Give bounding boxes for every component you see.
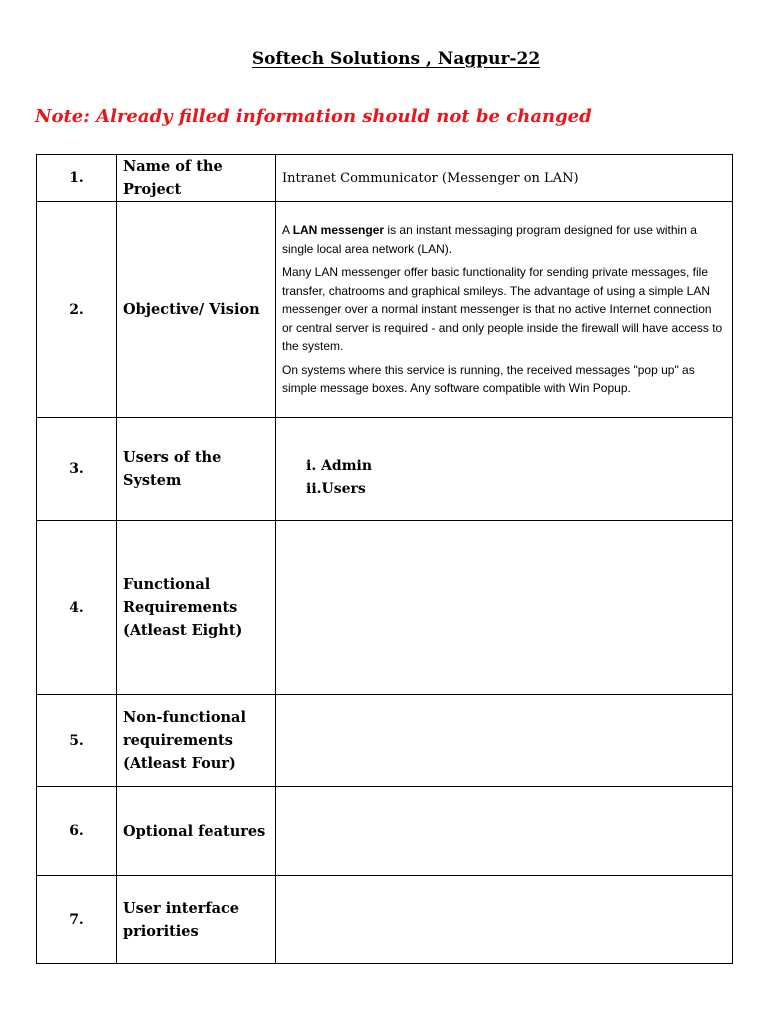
field-label-line: Users of the — [123, 449, 222, 466]
users-value — [276, 418, 733, 521]
row-number: 1. — [37, 155, 117, 202]
non-functional-requirements-value[interactable] — [276, 695, 733, 787]
objective-text: is an instant messaging program designed for use within a single local area network (LAN). — [282, 223, 697, 256]
field-label — [117, 876, 276, 964]
field-label-line: requirements — [123, 732, 233, 749]
table-row — [37, 695, 733, 787]
objective-paragraph: Many LAN messenger offer basic functionality for sending private messages, file transfer, chatrooms and graphical smileys. The advantage of using a simple LAN messenger over a normal instant messenger is that no active Internet connection or central server is required - and only people inside the firewall will have access to the system. — [282, 265, 723, 354]
field-label-line: Name of the Project — [123, 158, 223, 198]
field-label — [117, 418, 276, 521]
table-row — [37, 155, 733, 202]
field-label — [117, 155, 276, 202]
field-label — [117, 521, 276, 695]
row-number: 5. — [37, 695, 117, 787]
users-list — [282, 455, 724, 501]
field-label-line: (Atleast Eight) — [123, 622, 243, 639]
project-name-value: Intranet Communicator (Messenger on LAN) — [276, 155, 733, 202]
project-form-table — [36, 154, 733, 964]
objective-value — [276, 202, 733, 418]
user-item: ii.Users — [306, 480, 366, 497]
field-label-line: Non-functional — [123, 709, 246, 726]
table-row — [37, 787, 733, 876]
user-item: i. Admin — [306, 457, 373, 474]
row-number: 7. — [37, 876, 117, 964]
page-title: Softech Solutions , Nagpur-22 — [251, 49, 541, 69]
table-row — [37, 418, 733, 521]
optional-features-value[interactable] — [276, 787, 733, 876]
objective-text: A — [282, 223, 293, 238]
row-number: 4. — [37, 521, 117, 695]
table-row — [37, 202, 733, 418]
note-text: Note: Already filled information should not be changed — [35, 106, 592, 127]
field-label: Optional features — [117, 787, 276, 876]
row-number: 2. — [37, 202, 117, 418]
table-row — [37, 521, 733, 695]
field-label-line: User interface — [123, 899, 240, 917]
field-label-line: Functional — [123, 576, 211, 593]
field-label-line: (Atleast Four) — [123, 755, 236, 772]
row-number: 6. — [37, 787, 117, 876]
table-row — [37, 876, 733, 964]
objective-paragraph — [282, 221, 724, 258]
field-label-line: priorities — [123, 922, 199, 940]
field-label — [117, 695, 276, 787]
objective-bold-term: LAN messenger — [292, 223, 385, 238]
ui-priorities-value[interactable] — [276, 876, 733, 964]
field-label: Objective/ Vision — [117, 202, 276, 418]
row-number: 3. — [37, 418, 117, 521]
functional-requirements-value[interactable] — [276, 521, 733, 695]
objective-paragraph: On systems where this service is running, the received messages "pop up" as simple message boxes. Any software compatible with Win Popup. — [282, 362, 695, 396]
field-label-line: Requirements — [123, 599, 238, 616]
field-label-line: System — [123, 472, 182, 489]
